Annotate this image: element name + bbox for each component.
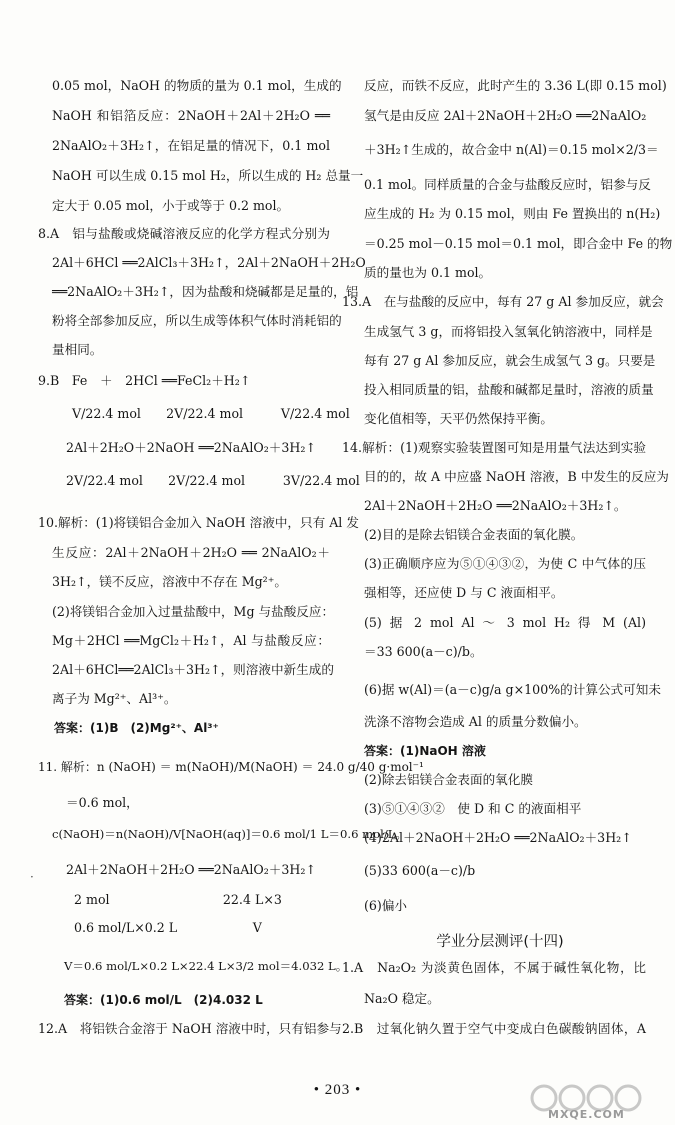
text-line: (6)据 w(Al)＝(a－c)g/a g×100%的计算公式可知未	[364, 682, 661, 697]
text-line: 2Al＋2NaOH＋2H₂O ══2NaAlO₂＋3H₂↑	[66, 862, 316, 877]
text-line: (6)偏小	[364, 898, 408, 913]
text-line: V＝0.6 mol/L×0.2 L×22.4 L×3/2 mol＝4.032 L。	[64, 959, 348, 973]
text-line: 应生成的 H₂ 为 0.15 mol，则由 Fe 置换出的 n(H₂)	[364, 206, 661, 221]
text-line: c(NaOH)＝n(NaOH)/V[NaOH(aq)]＝0.6 mol/1 L＝0.6 mol/L。	[52, 827, 408, 841]
text-line: ══2NaAlO₂＋3H₂↑，因为盐酸和烧碱都是足量的，铝	[52, 284, 359, 299]
text-line: 洗涤不溶物会造成 Al 的质量分数偏小。	[364, 714, 587, 729]
text-line: 离子为 Mg²⁺、Al³⁺。	[52, 691, 177, 706]
text-line: 氢气是由反应 2Al＋2NaOH＋2H₂O ══2NaAlO₂	[364, 108, 647, 123]
page-number: • 203 •	[313, 1082, 362, 1098]
text-line: 0.6 mol/L×0.2 L V	[74, 920, 262, 935]
text-line: (3)⑤①④③② 使 D 和 C 的液面相平	[364, 801, 582, 816]
text-line: (5)33 600(a－c)/b	[364, 863, 476, 878]
text-line: 量相同。	[52, 342, 103, 357]
text-line: 生反应：2Al＋2NaOH＋2H₂O ══ 2NaAlO₂＋	[52, 545, 330, 560]
text-line: 2Al＋2NaOH＋2H₂O ══2NaAlO₂＋3H₂↑。	[364, 498, 627, 513]
answer-line: 答案：(1)0.6 mol/L (2)4.032 L	[64, 993, 263, 1007]
text-line: 反应，而铁不反应，此时产生的 3.36 L(即 0.15 mol)	[364, 78, 667, 93]
text-line: 2V/22.4 mol 2V/22.4 mol 3V/22.4 mol	[66, 473, 360, 488]
text-line: NaOH 和铝箔反应：2NaOH＋2Al＋2H₂O ══	[52, 108, 330, 123]
text-line: 2Al＋6HCl══2AlCl₃＋3H₂↑，则溶液中新生成的	[52, 662, 334, 677]
text-line: 2 mol 22.4 L×3	[74, 892, 282, 907]
text-line: 每有 27 g Al 参加反应，就会生成氢气 3 g。只要是	[364, 353, 656, 368]
margin-dot: ·	[30, 870, 34, 884]
text-line: 1.A Na₂O₂ 为淡黄色固体，不属于碱性氧化物，比	[342, 960, 646, 975]
text-line: 14.解析：(1)观察实验装置图可知是用量气法达到实验	[342, 440, 646, 455]
text-line: (2)将镁铝合金加入过量盐酸中，Mg 与盐酸反应：	[52, 604, 335, 619]
text-line: 2.B 过氧化钠久置于空气中变成白色碳酸钠固体，A	[342, 1021, 646, 1036]
text-line: 10.解析：(1)将镁铝合金加入 NaOH 溶液中，只有 Al 发	[38, 515, 359, 530]
answer-line: 答案：(1)B (2)Mg²⁺、Al³⁺	[54, 721, 219, 735]
text-line: (2)目的是除去铝镁合金表面的氧化膜。	[364, 527, 584, 542]
text-line: 定大于 0.05 mol，小于或等于 0.2 mol。	[52, 198, 290, 213]
text-line: ＋3H₂↑生成的，故合金中 n(Al)＝0.15 mol×2/3＝	[364, 142, 659, 157]
text-line: 0.1 mol。同样质量的合金与盐酸反应时，铝参与反	[364, 177, 651, 192]
text-line: (3)正确顺序应为⑤①④③②，为使 C 中气体的压	[364, 556, 646, 571]
text-line: 目的的，故 A 中应盛 NaOH 溶液，B 中发生的反应为	[364, 469, 669, 484]
text-line: 变化值相等，天平仍然保持平衡。	[364, 411, 553, 426]
text-line: NaOH 可以生成 0.15 mol H₂，所以生成的 H₂ 总量一	[52, 168, 364, 183]
text-line: 2Al＋2H₂O＋2NaOH ══2NaAlO₂＋3H₂↑	[66, 440, 316, 455]
text-line: (2)除去铝镁合金表面的氧化膜	[364, 772, 533, 787]
text-line: ＝0.6 mol，	[66, 795, 139, 810]
text-line: Na₂O 稳定。	[364, 991, 440, 1006]
text-line: 11. 解析：n (NaOH) ＝ m(NaOH)/M(NaOH) ＝ 24.0 g/40 g·mol⁻¹	[38, 760, 424, 774]
watermark-text: MXQE.COM	[548, 1108, 625, 1121]
text-line: 生成氢气 3 g，而将铝投入氢氧化钠溶液中，同样是	[364, 324, 653, 339]
text-line: 投入相同质量的铝，盐酸和碱都足量时，溶液的质量	[364, 382, 654, 397]
text-line: 0.05 mol，NaOH 的物质的量为 0.1 mol，生成的	[52, 78, 342, 93]
text-line: 3H₂↑，镁不反应，溶液中不存在 Mg²⁺。	[52, 574, 287, 589]
answer-line: 答案：(1)NaOH 溶液	[364, 744, 486, 758]
text-line: (4)2Al＋2NaOH＋2H₂O ══2NaAlO₂＋3H₂↑	[364, 830, 632, 845]
text-line: ＝33 600(a－c)/b。	[364, 644, 483, 659]
section-heading: 学业分层测评(十四)	[436, 934, 564, 950]
text-line: 2Al＋6HCl ══2AlCl₃＋3H₂↑，2Al＋2NaOH＋2H₂O	[52, 255, 366, 270]
text-line: (5) 据 2 mol Al ～ 3 mol H₂ 得 M (Al)	[364, 615, 646, 630]
text-line: ＝0.25 mol－0.15 mol＝0.1 mol，即合金中 Fe 的物	[364, 236, 673, 251]
text-line: 粉将全部参加反应，所以生成等体积气体时消耗铝的	[52, 313, 342, 328]
text-line: 质的量也为 0.1 mol。	[364, 265, 492, 280]
text-line: 2NaAlO₂＋3H₂↑，在铝足量的情况下，0.1 mol	[52, 138, 330, 153]
text-line: 9.B Fe ＋ 2HCl ══FeCl₂＋H₂↑	[38, 373, 251, 388]
text-line: 8.A 铝与盐酸或烧碱溶液反应的化学方程式分别为	[38, 226, 330, 241]
text-line: 12.A 将铝铁合金溶于 NaOH 溶液中时，只有铝参与	[38, 1021, 342, 1036]
text-line: 13.A 在与盐酸的反应中，每有 27 g Al 参加反应，就会	[342, 294, 664, 309]
text-line: Mg＋2HCl ══MgCl₂＋H₂↑，Al 与盐酸反应：	[52, 633, 330, 648]
text-line: 强相等，还应使 D 与 C 液面相平。	[364, 585, 564, 600]
text-line: V/22.4 mol 2V/22.4 mol V/22.4 mol	[72, 406, 350, 421]
